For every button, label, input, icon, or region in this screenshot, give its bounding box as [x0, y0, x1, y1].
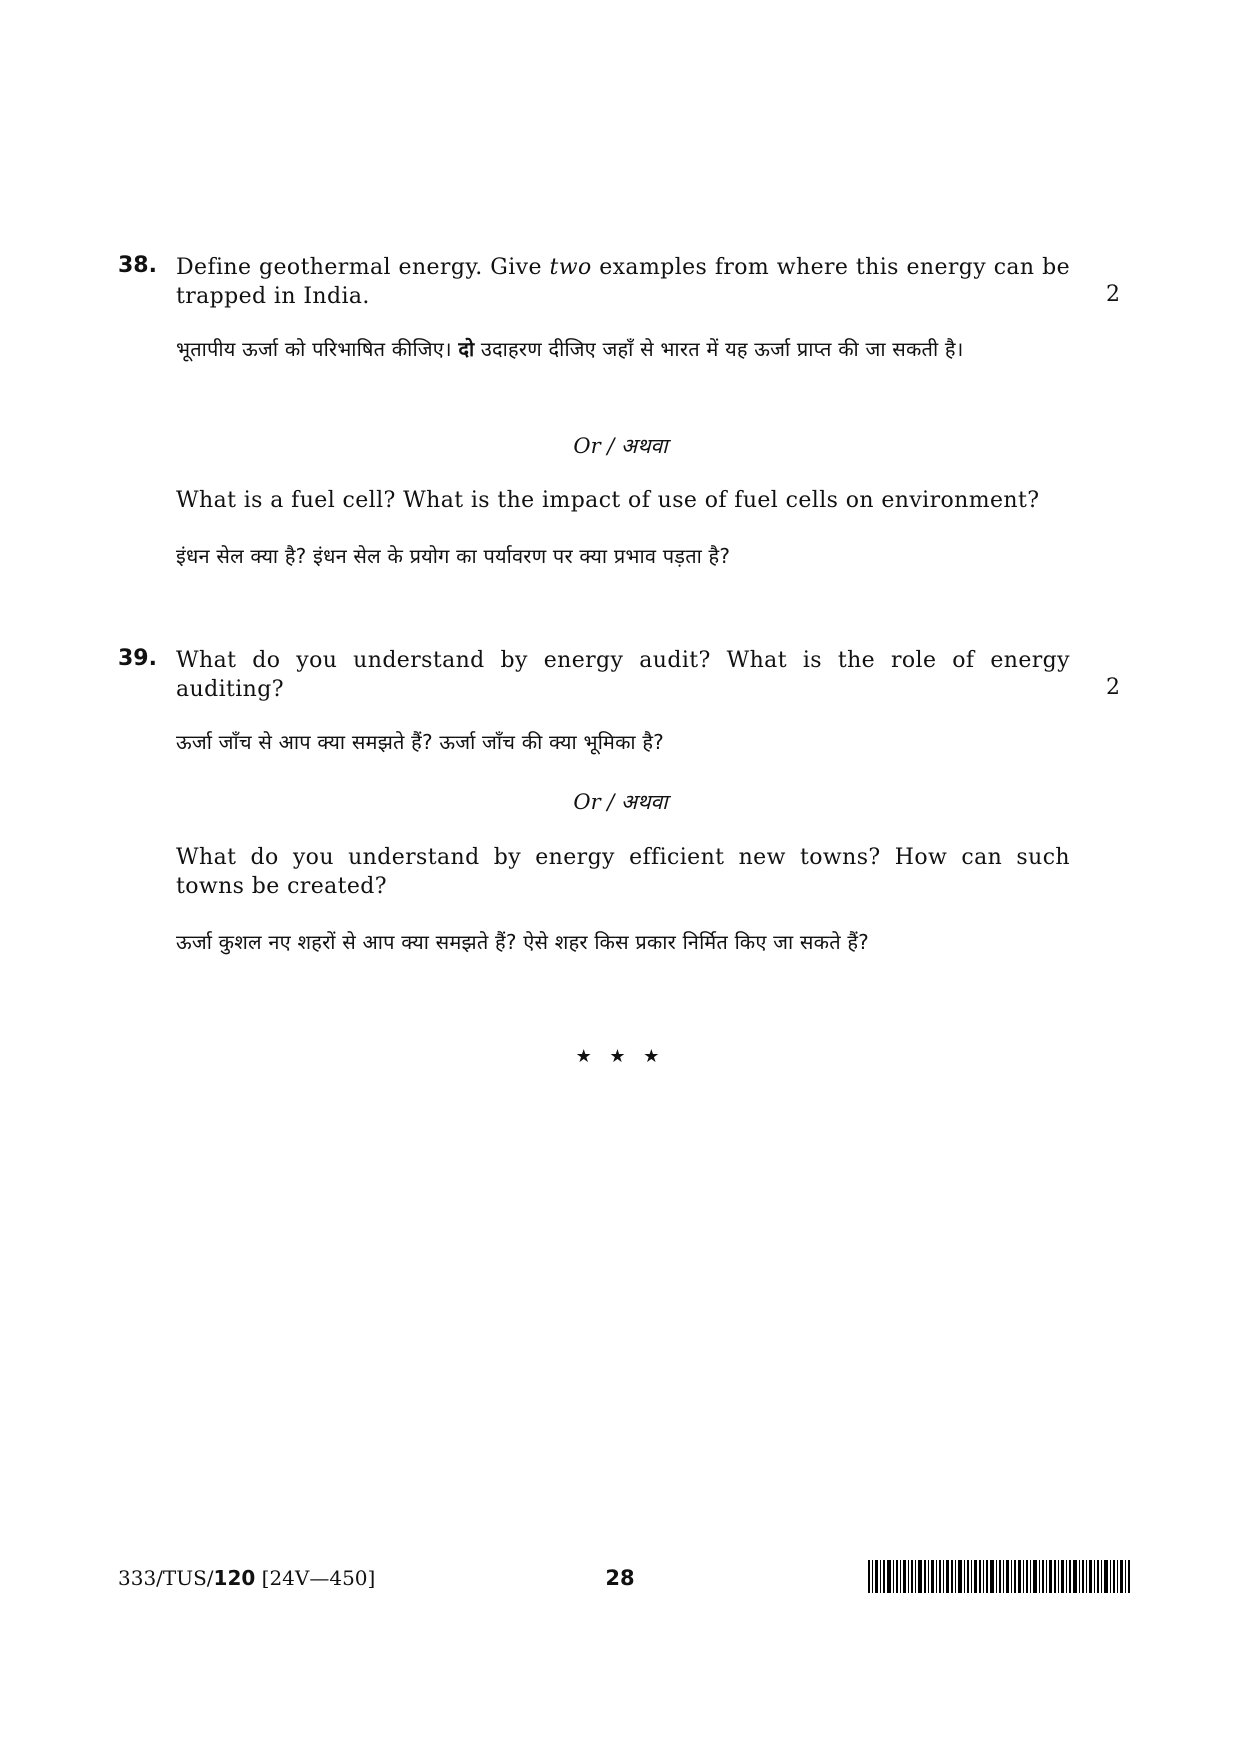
or-divider: Or / अथवा — [573, 790, 668, 814]
end-of-paper-stars: ★ ★ ★ — [575, 1046, 666, 1067]
alternative-text-en: What do you understand by energy efficient new towns? How can such towns be created? — [176, 845, 1070, 899]
question-text-en: What do you understand by energy audit? What is the role of energy auditing? — [176, 648, 1070, 702]
question-text-hi: ऊर्जा जाँच से आप क्या समझते हैं? ऊर्जा जाँच की क्या भूमिका है? — [176, 730, 664, 754]
marks: 2 — [1106, 282, 1120, 307]
question-number: 39. — [118, 646, 157, 671]
question-text-hi: भूतापीय ऊर्जा को परिभाषित कीजिए। दो उदाहरण दीजिए जहाँ से भारत में यह ऊर्जा प्राप्त की जा सकती है। — [176, 337, 964, 361]
or-divider: Or / अथवा — [573, 434, 668, 458]
alternative-text-en: What is a fuel cell? What is the impact of use of fuel cells on environment? — [176, 488, 1040, 513]
paper-code: 333/TUS/120 [24V—450] — [118, 1566, 376, 1590]
page-number: 28 — [605, 1566, 635, 1590]
alternative-text-hi: ऊर्जा कुशल नए शहरों से आप क्या समझते हैं? ऐसे शहर किस प्रकार निर्मित किए जा सकते हैं? — [176, 930, 869, 954]
question-number: 38. — [118, 253, 157, 278]
barcode-icon — [868, 1560, 1130, 1593]
marks: 2 — [1106, 675, 1120, 700]
alternative-text-hi: इंधन सेल क्या है? इंधन सेल के प्रयोग का पर्यावरण पर क्या प्रभाव पड़ता है? — [176, 544, 731, 568]
question-text-en: Define geothermal energy. Give two examples from where this energy can be trapped in India. — [176, 255, 1070, 309]
